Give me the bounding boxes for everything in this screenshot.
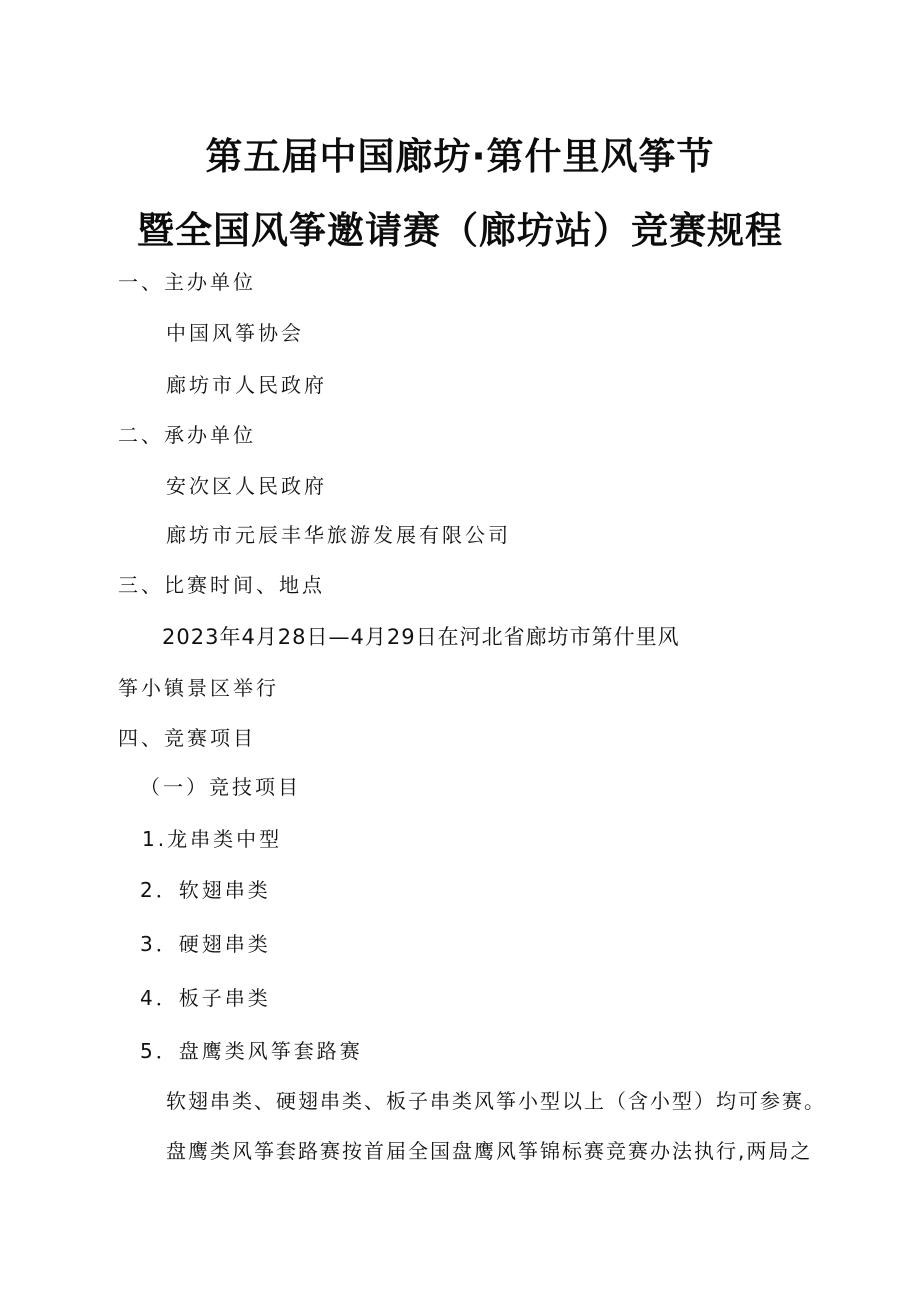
rules-note: 盘鹰类风筝套路赛按首届全国盘鹰风筝锦标赛竞赛办法执行,两局之 [166,1139,813,1163]
host-item: 廊坊市元辰丰华旅游发展有限公司 [166,523,511,547]
section-heading-hosts: 二、承办单位 [118,423,256,447]
event-item: 2．软翅串类 [140,878,271,902]
time-place-text: 2023年4月28日—4月29日在河北省廊坊市第什里风 [162,625,680,649]
organizer-item: 中国风筝协会 [166,321,304,345]
organizer-item: 廊坊市人民政府 [166,373,327,397]
document-title-line-2: 暨全国风筝邀请赛（廊坊站）竞赛规程 [137,209,783,252]
event-item: 1.龙串类中型 [142,827,283,851]
eligibility-note: 软翅串类、硬翅串类、板子串类风筝小型以上（含小型）均可参赛。 [166,1089,826,1113]
section-heading-events: 四、竞赛项目 [118,726,256,750]
document-title-line-1: 第五届中国廊坊·第什里风筝节 [205,135,715,178]
host-item: 安次区人民政府 [166,474,327,498]
event-item: 5．盘鹰类风筝套路赛 [140,1039,363,1063]
time-place-text-continued: 筝小镇景区举行 [118,676,279,700]
event-item: 4．板子串类 [140,986,271,1010]
events-subheading-competitive: （一）竞技项目 [140,775,301,799]
event-item: 3．硬翅串类 [140,932,271,956]
section-heading-organizers: 一、主办单位 [118,270,256,294]
section-heading-time-place: 三、比赛时间、地点 [118,573,325,597]
